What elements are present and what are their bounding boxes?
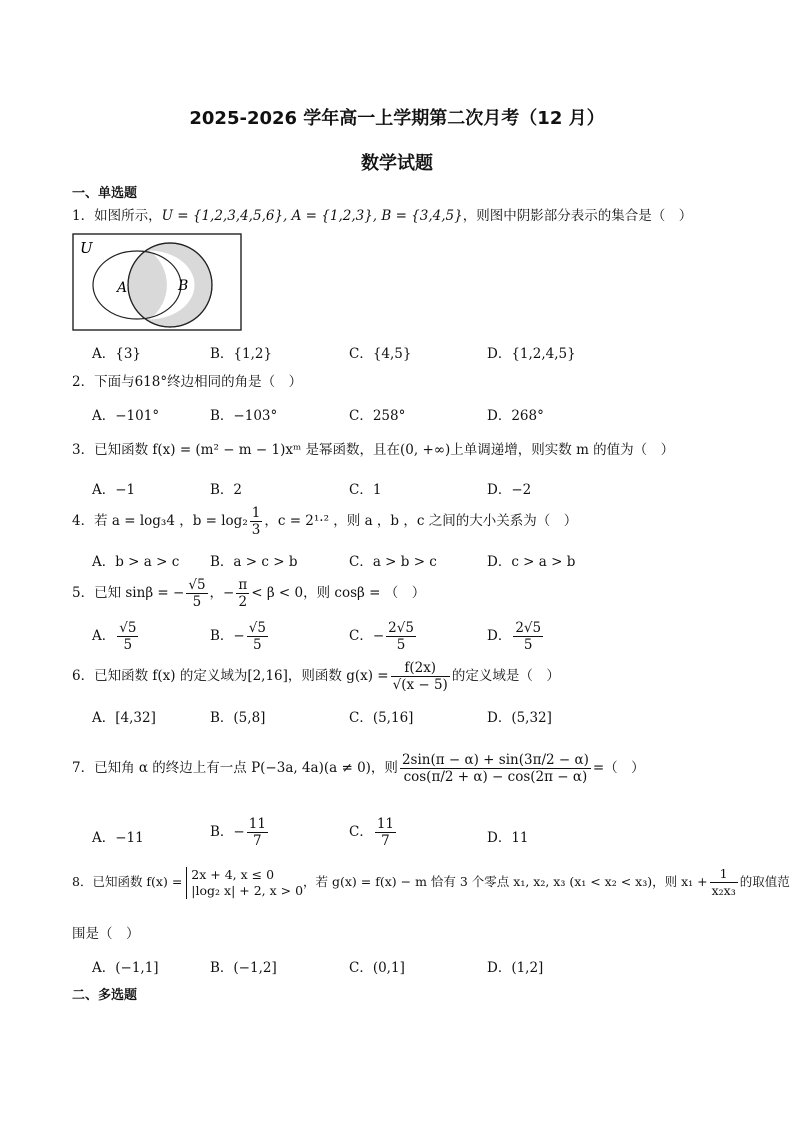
q2-option-a: A．−101° [92,408,160,424]
q8-fraction: $\frac{1}{\text{x₂x₃}}$ [711,866,736,898]
q1-option-c: C．{4,5} [349,346,412,362]
q5-option-b: B．− $\frac{√5}{5}$ [210,620,266,653]
venn-diagram [72,233,244,333]
q8-option-a: A．(−1,1] [92,960,159,976]
question-5: 5．已知 sinβ = − $\frac{√5}{5}$ ，− $\frac{\pi}{2}$ < β < 0，则 cosβ = （ ） [72,577,426,610]
q5-option-d: D． $\frac{2√5}{5}$ [487,620,542,653]
question-1 [72,206,692,226]
question-6: 6．已知函数 f(x) 的定义域为[2,16]，则函数 g(x) = $\frac{f(2x)}{√(x - 5)}$ 的定义域是（ ） [72,660,560,693]
q4-fraction: $\frac{1}{3}$ [251,505,261,538]
question-7: 7．已知角 α 的终边上有一点 P(−3a, 4a)(a ≠ 0)，则 $\frac{2\sin(\pi - \alpha) + \sin(3\pi/2 - \alpha)}{\cos(\pi/2 + \alpha) - \cos(2\pi - \alpha)}$ =（ ） [72,752,645,785]
q7-option-d: D．11 [487,830,529,846]
q4-option-c: C．a > b > c [349,554,437,570]
q8-option-c: C．(0,1] [349,960,405,976]
question-4: 4．若 a = log₃4 ，b = log₂ $\frac{1}{3}$ ，c = 2¹·² ，则 a ，b ，c 之间的大小关系为（ ） [72,505,578,538]
q1-option-b: B．{1,2} [210,346,273,362]
q8-option-b: B．(−1,2] [210,960,277,976]
venn-label-b: B [178,278,189,294]
q1-option-a: A．{3} [92,346,142,362]
section-multiple-choice: 二、多选题 [72,988,138,1003]
q8-piecewise: 2x + 4, x ≤ 0 |log₂ x| + 2, x > 0 [186,867,303,899]
exam-subtitle: 数学试题 [361,153,433,174]
question-8-continued: 围是（ ） [72,926,140,942]
q8-option-d: D．(1,2] [487,960,544,976]
question-1-suffix: ，则图中阴影部分表示的集合是（ ） [462,208,693,224]
q5-option-a: A． $\frac{√5}{5}$ [92,620,137,653]
q5-fraction-2: $\frac{\pi}{2}$ [238,577,248,610]
q3-option-c: C．1 [349,482,382,498]
q6-option-c: C．(5,16] [349,710,414,726]
q5-option-c: C．− $\frac{2√5}{5}$ [349,620,414,653]
q1-option-d: D．{1,2,4,5} [487,346,576,362]
question-2: 2．下面与618°终边相同的角是（ ） [72,374,303,390]
q7-option-c: C． $\frac{11}{7}$ [349,816,395,849]
q4-option-b: B．a > c > b [210,554,298,570]
q7-fraction: $\frac{2\sin(\pi - \alpha) + \sin(3\pi/2 - \alpha)}{\cos(\pi/2 + \alpha) - \cos(2\pi - \alpha)}$ [401,752,589,785]
q6-option-b: B．(5,8] [210,710,266,726]
q7-option-b: B．− $\frac{11}{7}$ [210,816,266,849]
question-1-prefix: 1．如图所示， [72,208,162,224]
q4-option-a: A．b > a > c [92,554,180,570]
q3-option-d: D．−2 [487,482,532,498]
q6-fraction: $\frac{f(2x)}{√(x - 5)}$ [392,660,448,693]
q5-fraction-1: $\frac{√5}{5}$ [188,577,206,610]
question-1-math: U = {1,2,3,4,5,6}, A = {1,2,3}, B = {3,4,5} [161,208,463,224]
q4-option-d: D．c > a > b [487,554,576,570]
question-8: 8．已知函数 f(x) = 2x + 4, x ≤ 0 |log₂ x| + 2, x > 0 ，若 g(x) = f(x) − m 恰有 3 个零点 x₁, x₂, x₃ (x₁ < x₂ < x₃)，则 x₁ + $\frac{1}{\text{x₂x₃}}$ 的取值范 [72,866,790,898]
venn-label-a: A [117,280,128,296]
q6-option-a: A．[4,32] [92,710,156,726]
q3-option-a: A．−1 [92,482,136,498]
exam-title: 2025-2026 学年高一上学期第二次月考（12 月） [189,108,605,129]
q3-option-b: B．2 [210,482,243,498]
q2-option-d: D．268° [487,408,544,424]
venn-label-u: U [80,239,93,257]
q2-option-b: B．−103° [210,408,278,424]
section-single-choice: 一、单选题 [72,186,138,201]
q7-option-a: A．−11 [92,830,144,846]
question-3: 3．已知函数 f(x) = (m² − m − 1)xᵐ 是幂函数，且在(0, +∞)上单调递增，则实数 m 的值为（ ） [72,442,675,458]
q2-option-c: C．258° [349,408,406,424]
q6-option-d: D．(5,32] [487,710,552,726]
